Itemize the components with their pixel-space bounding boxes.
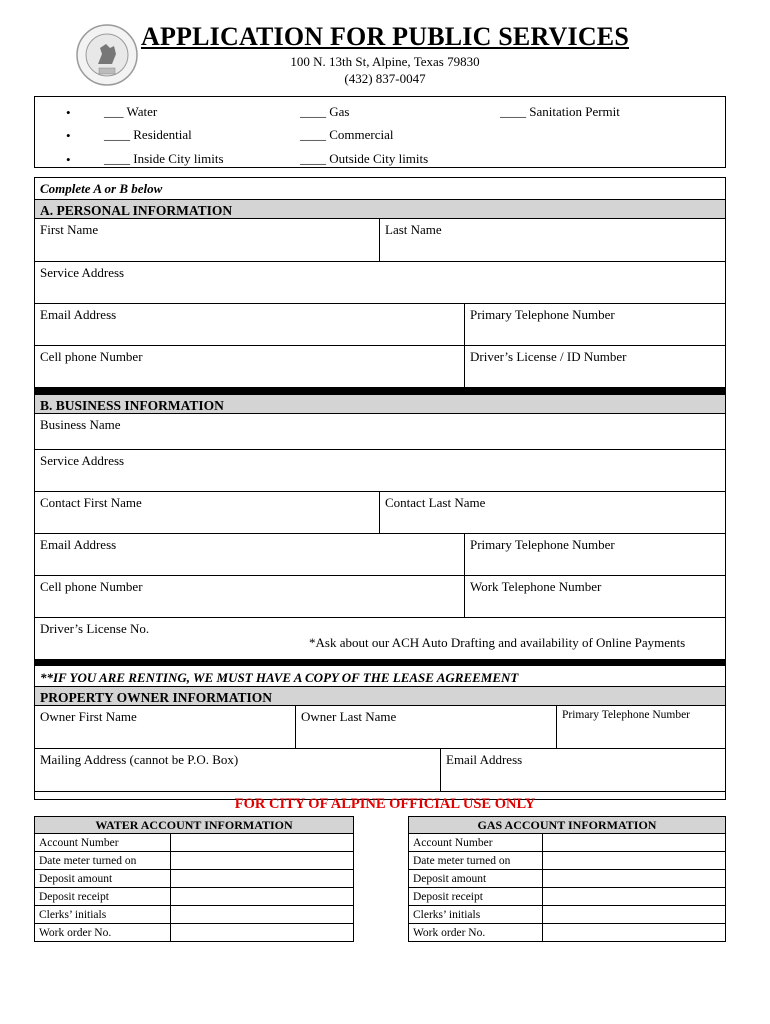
water-account-number-input[interactable] (171, 834, 354, 852)
last-name-field[interactable] (379, 218, 726, 262)
owner-primary-phone-field[interactable] (556, 705, 726, 749)
water-date-meter-input[interactable] (171, 852, 354, 870)
option-commercial[interactable]: ____ Commercial (300, 127, 394, 142)
option-water[interactable]: ___ Water (104, 104, 158, 119)
business-email-field[interactable] (34, 533, 465, 576)
gas-clerks-initials-input[interactable] (543, 906, 726, 924)
table-row (409, 888, 726, 906)
water-deposit-receipt-input[interactable] (171, 888, 354, 906)
page-title: APPLICATION FOR PUBLIC SERVICES (140, 22, 630, 51)
row-label: Work order No. (35, 924, 171, 942)
table-row (35, 906, 354, 924)
contact-last-name-label: Contact Last Name (385, 495, 486, 510)
cell-phone-field[interactable] (34, 345, 465, 388)
water-deposit-amount-input[interactable] (171, 870, 354, 888)
owner-email-label: Email Address (446, 752, 523, 767)
water-work-order-input[interactable] (171, 924, 354, 942)
office-phone: (432) 837-0047 (344, 71, 426, 86)
table-row (35, 834, 354, 852)
row-label: Deposit amount (409, 870, 543, 888)
row-label: Deposit amount (35, 870, 171, 888)
primary-phone-label: Primary Telephone Number (470, 307, 615, 322)
business-email-label: Email Address (40, 537, 117, 552)
ach-note: *Ask about our ACH Auto Drafting and availability of Online Payments (309, 635, 686, 650)
gas-date-meter-input[interactable] (543, 852, 726, 870)
contact-last-name-field[interactable] (379, 491, 726, 534)
gas-account-table (408, 816, 726, 942)
table-row (409, 870, 726, 888)
row-label: Date meter turned on (409, 852, 543, 870)
row-label: Account Number (409, 834, 543, 852)
option-gas[interactable]: ____ Gas (300, 104, 350, 119)
business-primary-phone-label: Primary Telephone Number (470, 537, 615, 552)
table-row (35, 888, 354, 906)
cell-phone-label: Cell phone Number (40, 349, 143, 364)
business-name-label: Business Name (40, 417, 121, 432)
last-name-label: Last Name (385, 222, 442, 237)
instructions-text: Complete A or B below (40, 181, 163, 196)
owner-first-name-field[interactable] (34, 705, 296, 749)
work-phone-field[interactable] (464, 575, 726, 618)
office-address: 100 N. 13th St, Alpine, Texas 79830 (290, 54, 480, 69)
row-label: Clerks’ initials (35, 906, 171, 924)
business-cell-phone-field[interactable] (34, 575, 465, 618)
first-name-label: First Name (40, 222, 99, 237)
owner-mailing-address-field[interactable] (34, 748, 441, 792)
official-use-heading: FOR CITY OF ALPINE OFFICIAL USE ONLY (234, 796, 536, 812)
owner-info-heading: PROPERTY OWNER INFORMATION (34, 686, 726, 706)
gas-deposit-receipt-input[interactable] (543, 888, 726, 906)
table-row (409, 852, 726, 870)
owner-mailing-address-label: Mailing Address (cannot be P.O. Box) (40, 752, 239, 767)
owner-email-field[interactable] (440, 748, 726, 792)
owner-last-name-field[interactable] (295, 705, 557, 749)
personal-info-heading: A. PERSONAL INFORMATION (34, 199, 726, 219)
gas-account-title: GAS ACCOUNT INFORMATION (409, 817, 726, 834)
business-info-heading: B. BUSINESS INFORMATION (34, 394, 726, 414)
owner-first-name-label: Owner First Name (40, 709, 137, 724)
business-service-address-label: Service Address (40, 453, 125, 468)
row-label: Deposit receipt (35, 888, 171, 906)
owner-last-name-label: Owner Last Name (301, 709, 397, 724)
email-label: Email Address (40, 307, 117, 322)
water-clerks-initials-input[interactable] (171, 906, 354, 924)
owner-primary-phone-label: Primary Telephone Number (562, 709, 691, 721)
business-primary-phone-field[interactable] (464, 533, 726, 576)
gas-account-number-input[interactable] (543, 834, 726, 852)
option-sanitation-permit[interactable]: ____ Sanitation Permit (500, 104, 620, 119)
bullet: • (66, 128, 71, 143)
option-residential[interactable]: ____ Residential (104, 127, 192, 142)
primary-phone-field[interactable] (464, 303, 726, 346)
section-divider (34, 659, 726, 666)
service-address-field[interactable] (34, 261, 726, 304)
business-service-address-field[interactable] (34, 449, 726, 492)
section-divider (34, 387, 726, 394)
table-row (409, 834, 726, 852)
option-inside-city[interactable]: ____ Inside City limits (104, 151, 224, 166)
contact-first-name-label: Contact First Name (40, 495, 142, 510)
business-name-field[interactable] (34, 413, 726, 450)
table-row (35, 924, 354, 942)
table-row (409, 906, 726, 924)
work-phone-label: Work Telephone Number (470, 579, 602, 594)
table-row (35, 870, 354, 888)
service-address-label: Service Address (40, 265, 125, 280)
row-label: Work order No. (409, 924, 543, 942)
row-label: Deposit receipt (409, 888, 543, 906)
bullet: • (66, 152, 71, 167)
water-account-title: WATER ACCOUNT INFORMATION (35, 817, 354, 834)
drivers-license-label: Driver’s License / ID Number (470, 349, 627, 364)
table-row (35, 852, 354, 870)
water-account-table (34, 816, 354, 942)
gas-work-order-input[interactable] (543, 924, 726, 942)
renting-note: **IF YOU ARE RENTING, WE MUST HAVE A COPY OF THE LEASE AGREEMENT (40, 670, 519, 685)
business-cell-phone-label: Cell phone Number (40, 579, 143, 594)
option-outside-city[interactable]: ____ Outside City limits (300, 151, 429, 166)
business-drivers-license-label: Driver’s License No. (40, 621, 150, 636)
row-label: Account Number (35, 834, 171, 852)
gas-deposit-amount-input[interactable] (543, 870, 726, 888)
drivers-license-field[interactable] (464, 345, 726, 388)
bullet: • (66, 105, 71, 120)
row-label: Date meter turned on (35, 852, 171, 870)
first-name-field[interactable] (34, 218, 380, 262)
row-label: Clerks’ initials (409, 906, 543, 924)
email-field[interactable] (34, 303, 465, 346)
contact-first-name-field[interactable] (34, 491, 380, 534)
table-row (409, 924, 726, 942)
